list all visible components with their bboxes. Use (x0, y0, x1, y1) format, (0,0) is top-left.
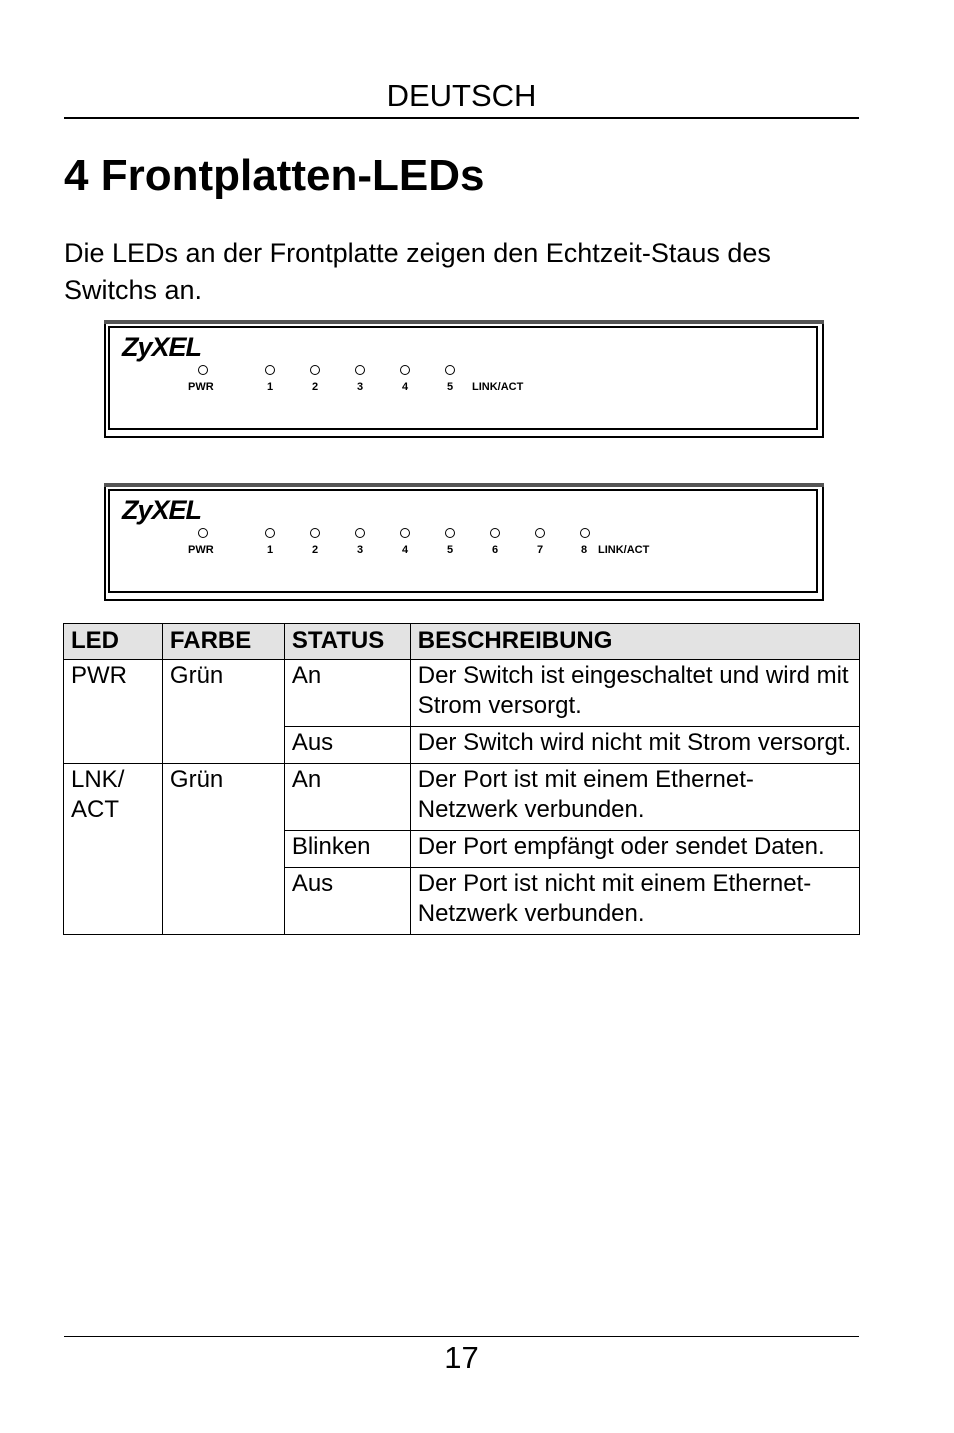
pwr-led-label: PWR (188, 544, 214, 556)
port-led-icon (355, 365, 365, 375)
table-row (64, 764, 860, 831)
port-led-label: 2 (312, 544, 319, 556)
port-led-label: 1 (267, 381, 274, 393)
port-led-icon (265, 528, 275, 538)
port-led-icon (445, 528, 455, 538)
column-header-status: STATUS (284, 624, 410, 660)
column-header-beschreibung: BESCHREIBUNG (410, 624, 859, 660)
port-led-label: 3 (357, 381, 364, 393)
panel-edge (104, 483, 824, 487)
led-cell: LNK/ ACT (64, 764, 163, 935)
page-title: 4 Frontplatten-LEDs (64, 151, 485, 200)
port-led-icon (445, 365, 455, 375)
zyxel-logo: ZyXEL (122, 332, 202, 362)
header-rule (64, 117, 859, 119)
port-led-label: 1 (267, 544, 274, 556)
table-header-row (64, 624, 860, 660)
port-led-icon (310, 365, 320, 375)
description-cell: Der Port empfängt oder sendet Daten. (410, 831, 859, 868)
color-cell: Grün (162, 764, 284, 935)
zyxel-logo: ZyXEL (122, 495, 202, 525)
port-led-icon (490, 528, 500, 538)
panel-edge (104, 320, 824, 324)
port-led-icon (400, 365, 410, 375)
port-led-icon (535, 528, 545, 538)
port-led-label: 3 (357, 544, 364, 556)
port-led-label: 7 (537, 544, 544, 556)
status-cell: Aus (284, 727, 410, 764)
led-cell: PWR (64, 660, 163, 764)
port-led-label: 5 (447, 544, 454, 556)
panel-face (108, 489, 818, 593)
status-cell: An (284, 660, 410, 727)
led-table (63, 623, 860, 935)
table-row (64, 660, 860, 727)
panel-face (108, 326, 818, 430)
intro-paragraph: Die LEDs an der Frontplatte zeigen den Echtzeit-Staus des Switchs an. (64, 238, 771, 305)
port-led-label: 4 (402, 544, 409, 556)
pwr-led-icon (198, 528, 208, 538)
header-language: DEUTSCH (386, 78, 537, 113)
port-led-icon (400, 528, 410, 538)
pwr-led-icon (198, 365, 208, 375)
port-led-label: 2 (312, 381, 319, 393)
port-led-icon (310, 528, 320, 538)
description-cell: Der Switch ist eingeschaltet und wird mit Strom versorgt. (410, 660, 859, 727)
port-led-icon (265, 365, 275, 375)
port-led-label: 4 (402, 381, 409, 393)
link-act-label: LINK/ACT (472, 381, 524, 393)
description-cell: Der Switch wird nicht mit Strom versorgt. (410, 727, 859, 764)
port-led-label: 8 (581, 544, 588, 556)
description-cell: Der Port ist mit einem Ethernet-Netzwerk verbunden. (410, 764, 859, 831)
description-cell: Der Port ist nicht mit einem Ethernet-Netzwerk verbunden. (410, 868, 859, 935)
port-led-label: 6 (492, 544, 499, 556)
link-act-label: LINK/ACT (598, 544, 650, 556)
footer-rule (64, 1336, 859, 1337)
status-cell: An (284, 764, 410, 831)
color-cell: Grün (162, 660, 284, 764)
front-panel-5-port (104, 320, 824, 438)
status-cell: Aus (284, 868, 410, 935)
column-header-led: LED (64, 624, 163, 660)
page-number: 17 (444, 1340, 479, 1375)
column-header-farbe: FARBE (162, 624, 284, 660)
port-led-icon (355, 528, 365, 538)
front-panel-8-port (104, 483, 824, 601)
status-cell: Blinken (284, 831, 410, 868)
port-led-icon (580, 528, 590, 538)
port-led-label: 5 (447, 381, 454, 393)
pwr-led-label: PWR (188, 381, 214, 393)
